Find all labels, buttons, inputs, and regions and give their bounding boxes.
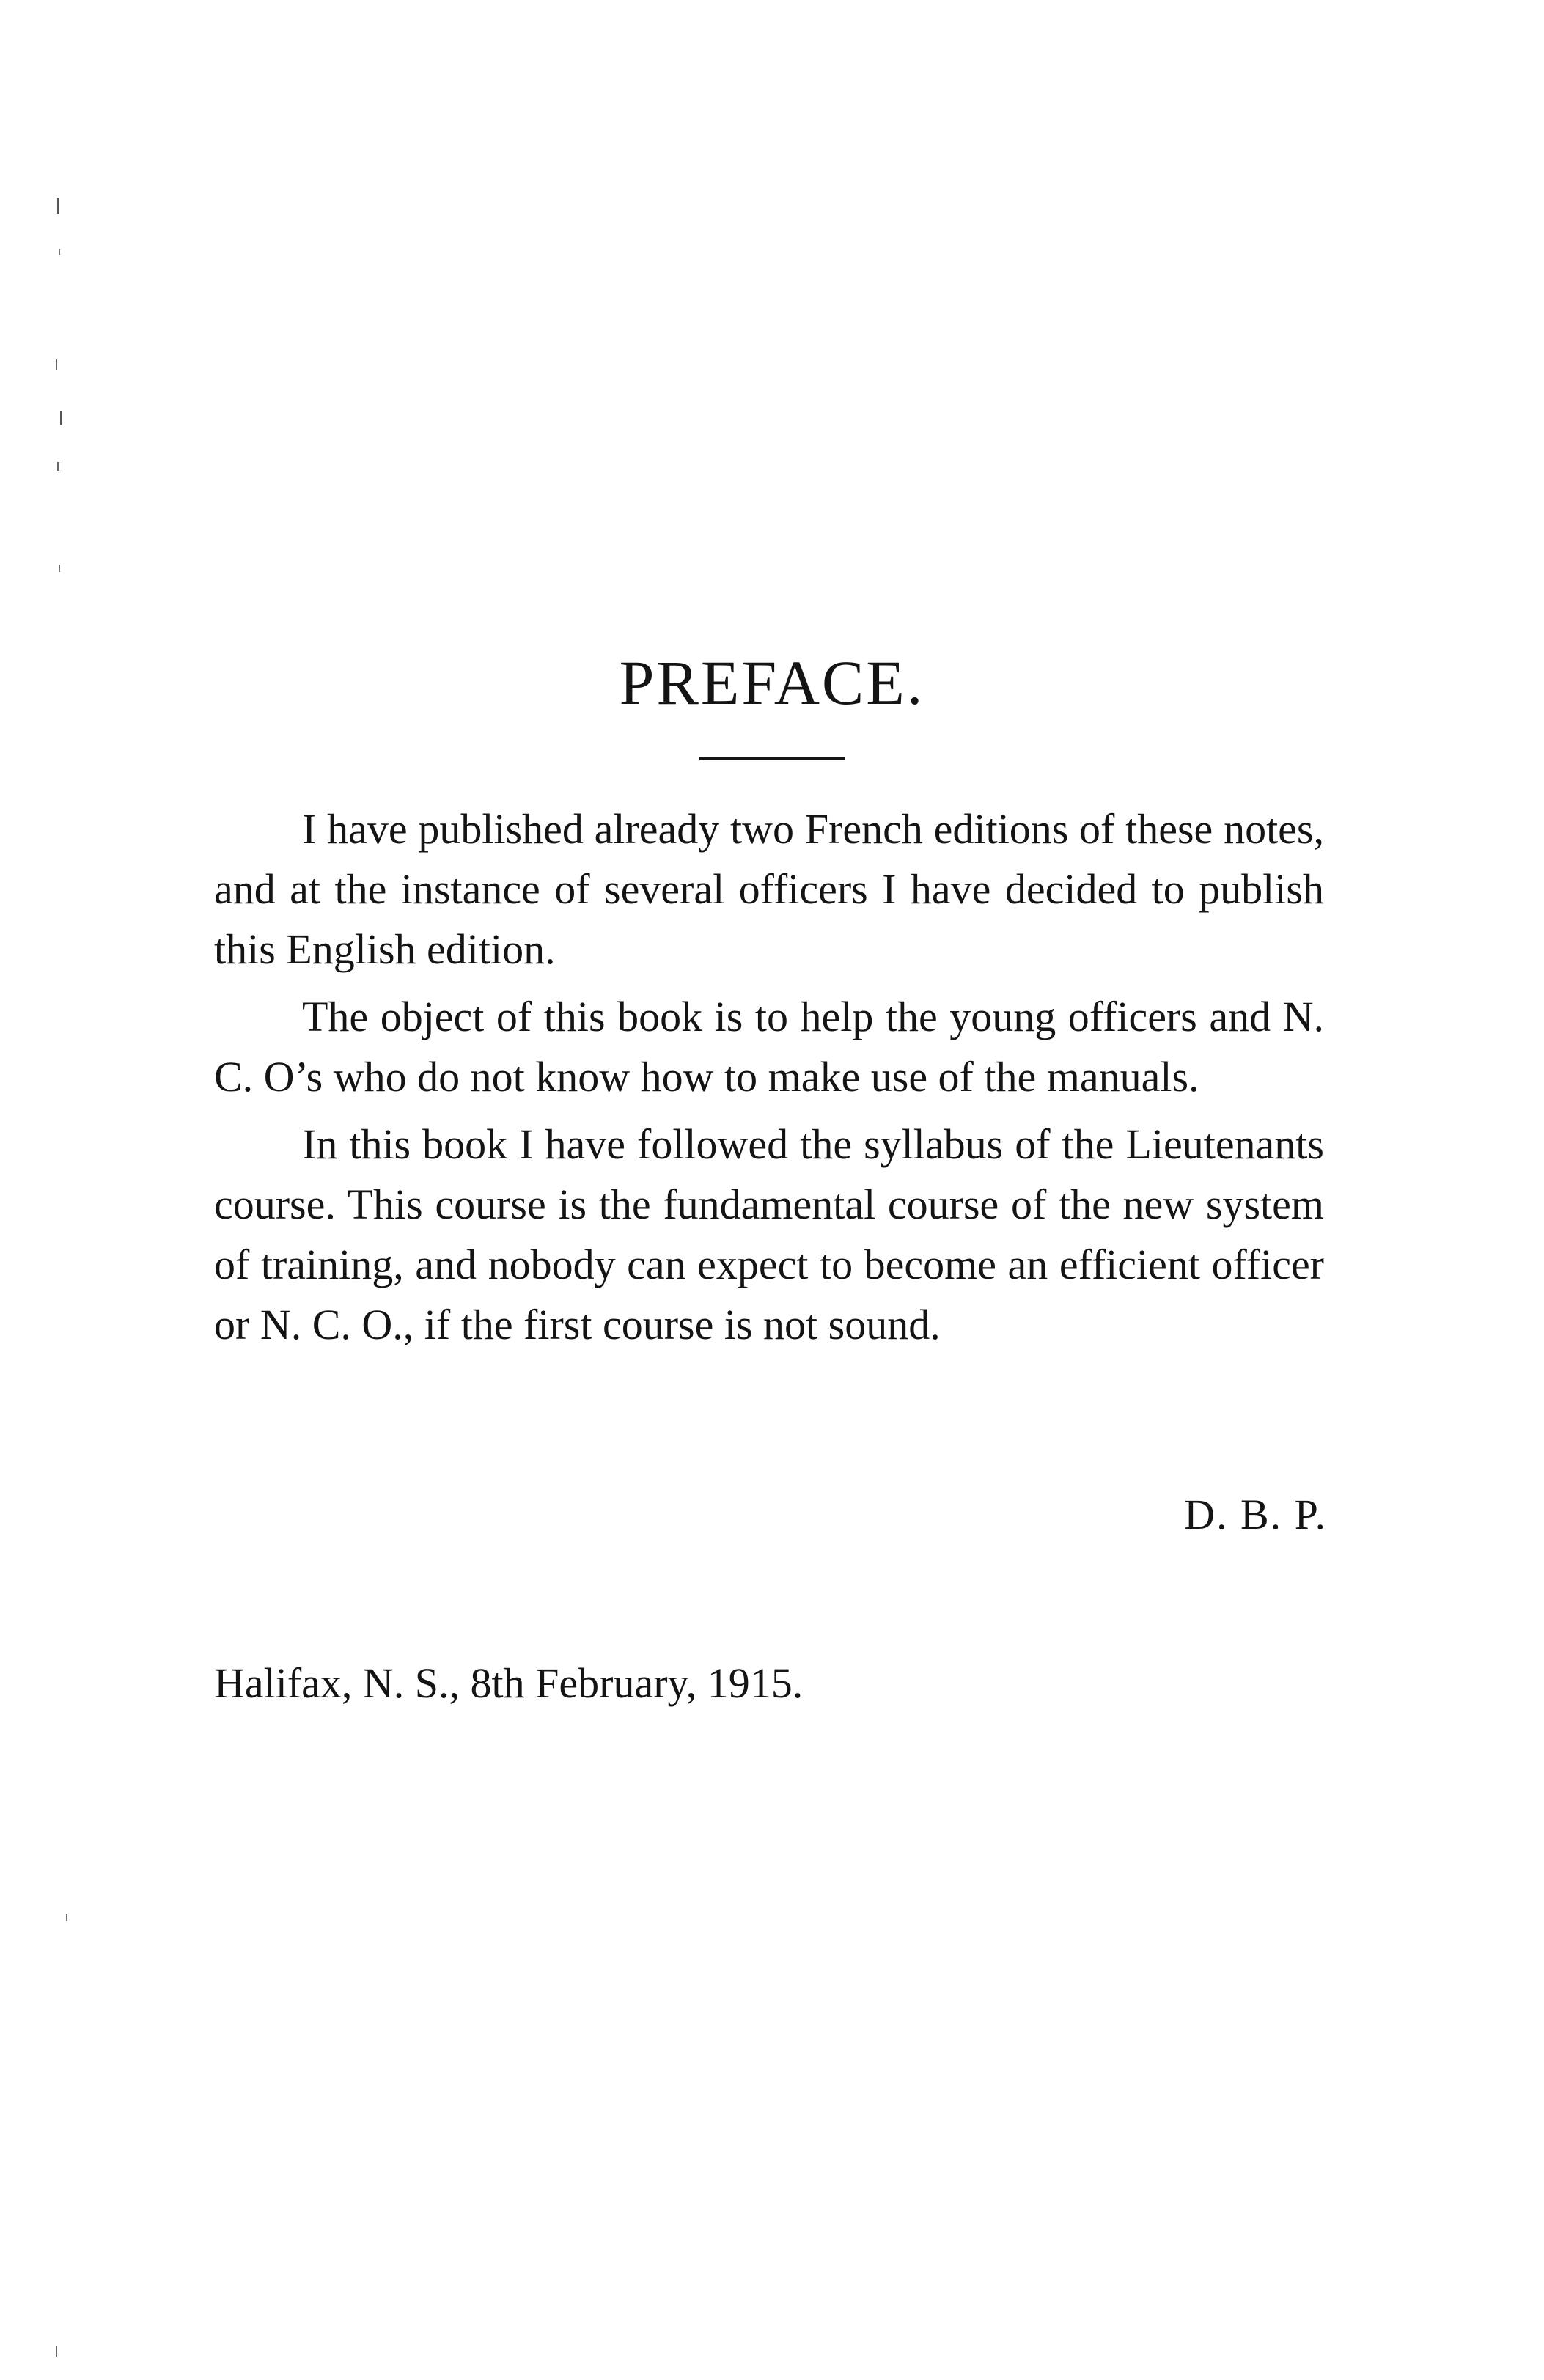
- margin-specks-bottom: [44, 1906, 73, 2376]
- page-title: PREFACE.: [619, 647, 925, 718]
- paragraph-2: The object of this book is to help the young officers and N. C. O’s who do not know how to make use of the manuals.: [214, 993, 1324, 1101]
- preface-body: [214, 799, 1324, 1362]
- author-initials: D. B. P.: [1184, 1491, 1327, 1538]
- paragraph-1: I have published already two French editions of these notes, and at the instance of several officers I have decided to publish this English edition.: [214, 805, 1324, 973]
- paragraph-3: In this book I have followed the syllabus of the Lieutenants course. This course is the fundamental course of the new system of training, and nobody can expect to become an efficient officer or N. C. O., if the first course is not sound.: [214, 1120, 1324, 1348]
- margin-specks: [44, 169, 88, 609]
- place-and-date: Halifax, N. S., 8th February, 1915.: [214, 1659, 804, 1707]
- title-rule: [699, 757, 845, 760]
